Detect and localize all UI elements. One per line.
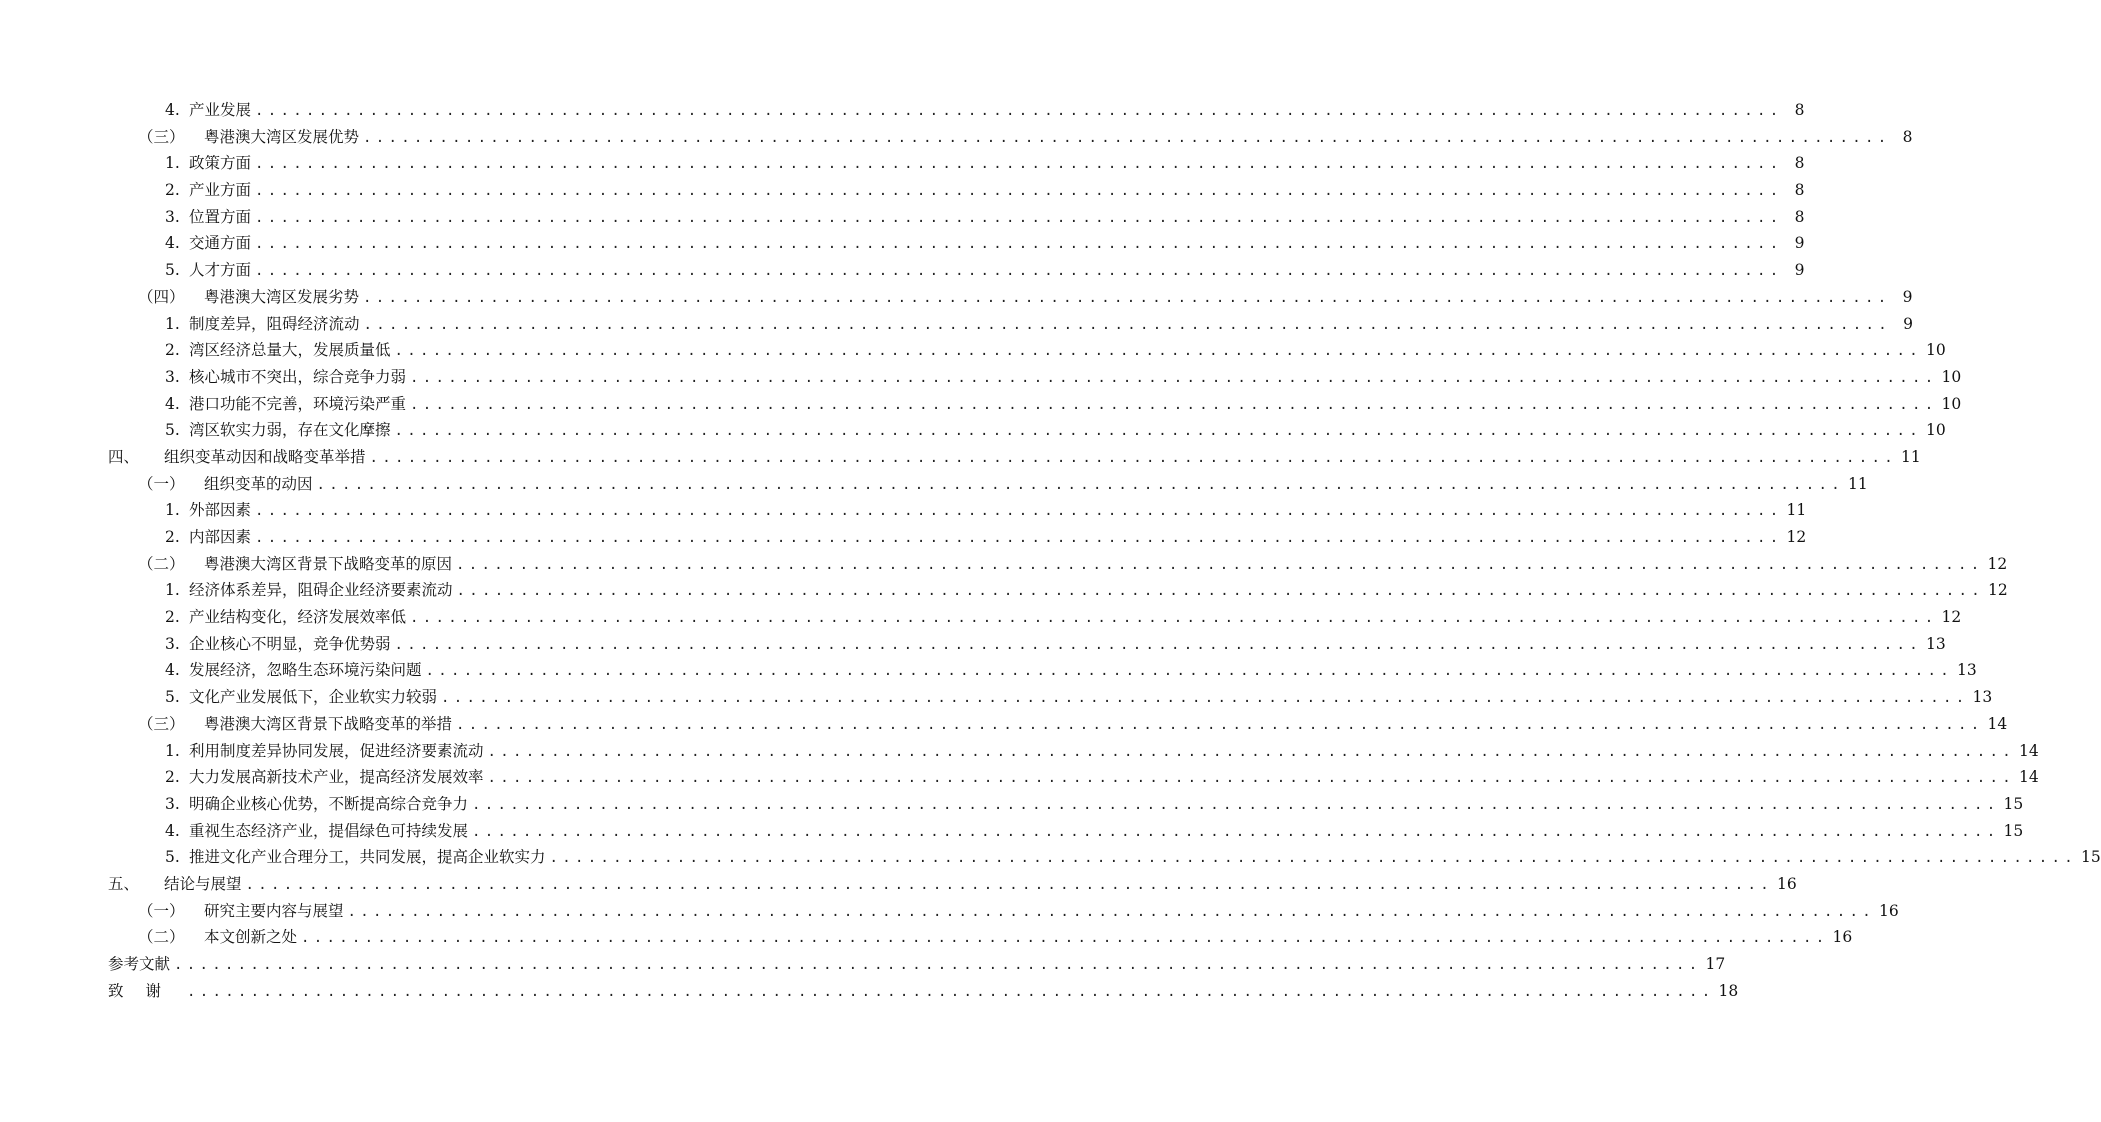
toc-dot-leader: ........................................................................................................................ xyxy=(255,263,1783,280)
toc-dot-leader: ........................................................................................................................ xyxy=(255,530,1783,546)
toc-entry-number: （三） xyxy=(138,127,185,146)
toc-entry-title: 本文创新之处 xyxy=(204,928,298,947)
toc-dot-leader: ........................................................................................................................ xyxy=(472,796,2000,813)
toc-dot-leader: ........................................................................................................................ xyxy=(255,103,1783,119)
toc-entry-number: 5. xyxy=(165,421,180,440)
toc-entry-number: （四） xyxy=(138,287,185,306)
toc-entry-page-number: 13 xyxy=(1925,634,1946,653)
toc-entry-title: 组织变革动因和战略变革举措 xyxy=(164,447,366,466)
toc-entry-page-number: 8 xyxy=(1794,181,1805,200)
toc-entry-page-number: 8 xyxy=(1902,127,1913,146)
toc-entry-page-number: 17 xyxy=(1705,955,1726,973)
toc-entry-title: 产业发展 xyxy=(189,101,252,119)
toc-entry-page-number: 8 xyxy=(1794,154,1805,173)
toc-entry-title: 粤港澳大湾区背景下战略变革的原因 xyxy=(204,554,453,573)
toc-entry[interactable] xyxy=(108,417,1946,444)
toc-entry-number: （一） xyxy=(138,901,185,920)
toc-entry-page-number: 14 xyxy=(2018,741,2039,760)
toc-dot-leader: ........................................................................................................................ xyxy=(187,983,1715,1000)
toc-entry-number: 4. xyxy=(165,234,180,253)
toc-entry-number: 1. xyxy=(165,741,180,760)
toc-entry[interactable] xyxy=(108,924,1853,951)
toc-entry-page-number: 9 xyxy=(1903,314,1913,333)
toc-entry-page-number: 18 xyxy=(1718,981,1739,1000)
toc-entry-page-number: 12 xyxy=(1987,554,2008,573)
toc-entry-title: 产业方面 xyxy=(189,181,252,200)
toc-dot-leader: ........................................................................................................................ xyxy=(410,369,1938,386)
toc-dot-leader: ........................................................................................................................ xyxy=(369,449,1897,466)
toc-entry-number: 2. xyxy=(165,181,180,200)
toc-entry-number: 1. xyxy=(165,581,180,600)
toc-entry-number: 3. xyxy=(165,794,180,813)
toc-entry-title: 推进文化产业合理分工，共同发展，提高企业软实力 xyxy=(189,848,546,867)
toc-entry-page-number: 8 xyxy=(1794,101,1805,119)
toc-entry-page-number: 9 xyxy=(1794,234,1805,253)
toc-entry-number: 四、 xyxy=(108,447,140,466)
toc-entry-number: 4. xyxy=(165,394,180,413)
toc-entry[interactable] xyxy=(108,844,2101,871)
toc-dot-leader: ........................................................................................................................ xyxy=(410,610,1938,627)
toc-entry[interactable] xyxy=(108,150,1805,177)
toc-entry-title: 湾区经济总量大，发展质量低 xyxy=(189,341,391,360)
toc-entry-page-number: 15 xyxy=(2080,848,2101,867)
toc-entry[interactable] xyxy=(108,124,1913,151)
toc-entry-title: 发展经济，忽略生态环境污染问题 xyxy=(189,661,422,680)
toc-dot-leader: ........................................................................................................................ xyxy=(425,663,1953,680)
toc-entry[interactable] xyxy=(108,524,1807,551)
toc-entry[interactable] xyxy=(108,738,2039,765)
toc-entry[interactable] xyxy=(108,364,1962,391)
toc-dot-leader: ........................................................................................................................ xyxy=(255,236,1783,253)
toc-entry[interactable] xyxy=(108,444,1921,471)
toc-entry-number: 1. xyxy=(165,314,180,333)
toc-entry-title: 明确企业核心优势，不断提高综合竞争力 xyxy=(189,794,469,813)
toc-entry-number: （二） xyxy=(138,928,185,947)
toc-entry-number: 五、 xyxy=(108,874,140,893)
toc-dot-leader: ........................................................................................................................ xyxy=(410,396,1938,413)
toc-entry-title: 结论与展望 xyxy=(164,874,242,893)
toc-entry-title: 位置方面 xyxy=(189,207,252,226)
toc-entry[interactable] xyxy=(108,818,2024,845)
toc-entry[interactable] xyxy=(108,978,1739,1005)
toc-entry-title: 经济体系差异，阻碍企业经济要素流动 xyxy=(189,581,453,600)
toc-dot-leader: ........................................................................................................................ xyxy=(487,770,2015,787)
toc-entry-number: 2. xyxy=(165,341,180,360)
toc-dot-leader: ........................................................................................................................ xyxy=(456,556,1984,573)
toc-dot-leader: ........................................................................................................................ xyxy=(487,743,2015,760)
toc-entry-title: 利用制度差异协同发展，促进经济要素流动 xyxy=(189,741,484,760)
toc-entry-number: 1. xyxy=(165,154,180,173)
toc-entry[interactable] xyxy=(108,551,2008,578)
toc-dot-leader: ........................................................................................................................ xyxy=(363,316,1891,333)
toc-entry-page-number: 14 xyxy=(2018,768,2039,787)
toc-entry-title: 政策方面 xyxy=(189,154,252,173)
toc-entry-number: 2. xyxy=(165,768,180,787)
toc-entry-title: 湾区软实力弱，存在文化摩擦 xyxy=(189,421,391,440)
toc-entry-title: 企业核心不明显，竞争优势弱 xyxy=(189,634,391,653)
toc-entry[interactable] xyxy=(108,284,1913,311)
toc-entry-title: 参考文献 xyxy=(108,955,171,973)
toc-entry-page-number: 9 xyxy=(1902,287,1913,306)
toc-dot-leader: ........................................................................................................................ xyxy=(174,957,1702,973)
toc-entry-page-number: 11 xyxy=(1786,501,1807,520)
toc-entry[interactable] xyxy=(108,657,1977,684)
toc-entry-page-number: 12 xyxy=(1786,528,1807,546)
toc-entry-title: 人才方面 xyxy=(189,261,252,280)
toc-entry-title: 文化产业发展低下，企业软实力较弱 xyxy=(189,688,438,707)
toc-entry-page-number: 16 xyxy=(1832,928,1853,947)
toc-entry-title: 核心城市不突出，综合竞争力弱 xyxy=(189,367,407,386)
toc-dot-leader: ........................................................................................................................ xyxy=(301,930,1829,947)
toc-dot-leader: ........................................................................................................................ xyxy=(316,476,1844,493)
toc-entry-page-number: 11 xyxy=(1847,474,1868,493)
toc-entry-number: 3. xyxy=(165,207,180,226)
toc-entry-title: 研究主要内容与展望 xyxy=(204,901,344,920)
toc-entry-title: 交通方面 xyxy=(189,234,252,253)
toc-entry-title: 内部因素 xyxy=(189,528,252,546)
toc-entry-page-number: 10 xyxy=(1941,394,1962,413)
toc-entry-number: 5. xyxy=(165,848,180,867)
toc-dot-leader: ........................................................................................................................ xyxy=(363,129,1891,146)
table-of-contents xyxy=(108,97,2101,1004)
toc-entry-number: 1. xyxy=(165,501,180,520)
toc-entry[interactable] xyxy=(108,471,1868,498)
toc-dot-leader: ........................................................................................................................ xyxy=(255,503,1783,520)
toc-entry-number: （一） xyxy=(138,474,185,493)
toc-entry-page-number: 13 xyxy=(1972,688,1993,707)
toc-dot-leader: ........................................................................................................................ xyxy=(363,289,1891,306)
toc-dot-leader: ........................................................................................................................ xyxy=(441,690,1969,707)
toc-entry-title: 粤港澳大湾区背景下战略变革的举措 xyxy=(204,714,453,733)
toc-entry[interactable] xyxy=(108,177,1805,204)
toc-dot-leader: ........................................................................................................................ xyxy=(245,876,1773,893)
toc-entry-number: 3. xyxy=(165,634,180,653)
toc-entry-number: （二） xyxy=(138,554,185,573)
toc-entry-number: 4. xyxy=(165,101,180,119)
toc-entry-number: 3. xyxy=(165,367,180,386)
toc-dot-leader: ........................................................................................................................ xyxy=(347,903,1875,920)
toc-entry[interactable] xyxy=(108,791,2024,818)
toc-entry[interactable] xyxy=(108,871,1797,898)
toc-entry[interactable] xyxy=(108,391,1962,418)
toc-entry-page-number: 12 xyxy=(1941,608,1962,627)
toc-entry[interactable] xyxy=(108,604,1962,631)
toc-entry-page-number: 13 xyxy=(1956,661,1977,680)
toc-entry-number: 4. xyxy=(165,661,180,680)
toc-entry[interactable] xyxy=(108,337,1946,364)
toc-entry-page-number: 15 xyxy=(2003,821,2024,840)
toc-entry[interactable] xyxy=(108,257,1805,284)
toc-entry[interactable] xyxy=(108,204,1805,231)
toc-dot-leader: ........................................................................................................................ xyxy=(255,209,1783,226)
toc-entry-page-number: 10 xyxy=(1925,421,1946,440)
toc-entry-page-number: 10 xyxy=(1941,367,1962,386)
toc-entry-page-number: 9 xyxy=(1794,261,1805,280)
toc-dot-leader: ........................................................................................................................ xyxy=(255,156,1783,173)
toc-entry-number: 4. xyxy=(165,821,180,840)
toc-dot-leader: ........................................................................................................................ xyxy=(456,716,1984,733)
toc-entry-title: 重视生态经济产业，提倡绿色可持续发展 xyxy=(189,821,469,840)
toc-entry-number: 5. xyxy=(165,261,180,280)
toc-dot-leader: ........................................................................................................................ xyxy=(394,423,1922,440)
toc-entry-title: 致谢 xyxy=(108,981,184,1000)
toc-entry-title: 大力发展高新技术产业，提高经济发展效率 xyxy=(189,768,484,787)
toc-entry[interactable] xyxy=(108,230,1805,257)
toc-dot-leader: ........................................................................................................................ xyxy=(472,823,2000,840)
toc-entry[interactable] xyxy=(108,577,2008,604)
toc-entry[interactable] xyxy=(108,711,2008,738)
toc-entry-title: 组织变革的动因 xyxy=(204,474,313,493)
toc-entry-page-number: 8 xyxy=(1794,207,1805,226)
toc-entry-title: 外部因素 xyxy=(189,501,252,520)
toc-dot-leader: ........................................................................................................................ xyxy=(456,583,1984,600)
toc-entry-title: 制度差异，阻碍经济流动 xyxy=(189,314,360,333)
toc-entry-page-number: 12 xyxy=(1987,581,2008,600)
toc-entry[interactable] xyxy=(108,311,1913,338)
toc-entry[interactable] xyxy=(108,951,1726,978)
toc-entry-page-number: 16 xyxy=(1878,901,1899,920)
toc-entry[interactable] xyxy=(108,684,1993,711)
toc-entry[interactable] xyxy=(108,898,1899,925)
toc-entry[interactable] xyxy=(108,97,1805,124)
toc-entry-page-number: 15 xyxy=(2003,794,2024,813)
toc-entry-page-number: 16 xyxy=(1776,874,1797,893)
toc-entry[interactable] xyxy=(108,764,2039,791)
toc-entry-title: 粤港澳大湾区发展优势 xyxy=(204,127,360,146)
toc-entry[interactable] xyxy=(108,631,1946,658)
toc-entry-number: （三） xyxy=(138,714,185,733)
toc-entry-number: 2. xyxy=(165,608,180,627)
toc-entry-page-number: 10 xyxy=(1925,341,1946,360)
toc-dot-leader: ........................................................................................................................ xyxy=(394,343,1922,360)
toc-entry-title: 港口功能不完善，环境污染严重 xyxy=(189,394,407,413)
toc-entry-number: 5. xyxy=(165,688,180,707)
toc-dot-leader: ........................................................................................................................ xyxy=(255,183,1783,200)
toc-dot-leader: ........................................................................................................................ xyxy=(549,850,2077,867)
toc-entry-title: 粤港澳大湾区发展劣势 xyxy=(204,287,360,306)
toc-entry-title: 产业结构变化，经济发展效率低 xyxy=(189,608,407,627)
toc-entry-page-number: 14 xyxy=(1987,714,2008,733)
toc-entry-page-number: 11 xyxy=(1900,447,1921,466)
toc-entry[interactable] xyxy=(108,497,1807,524)
toc-entry-number: 2. xyxy=(165,528,180,546)
toc-dot-leader: ........................................................................................................................ xyxy=(394,636,1922,653)
